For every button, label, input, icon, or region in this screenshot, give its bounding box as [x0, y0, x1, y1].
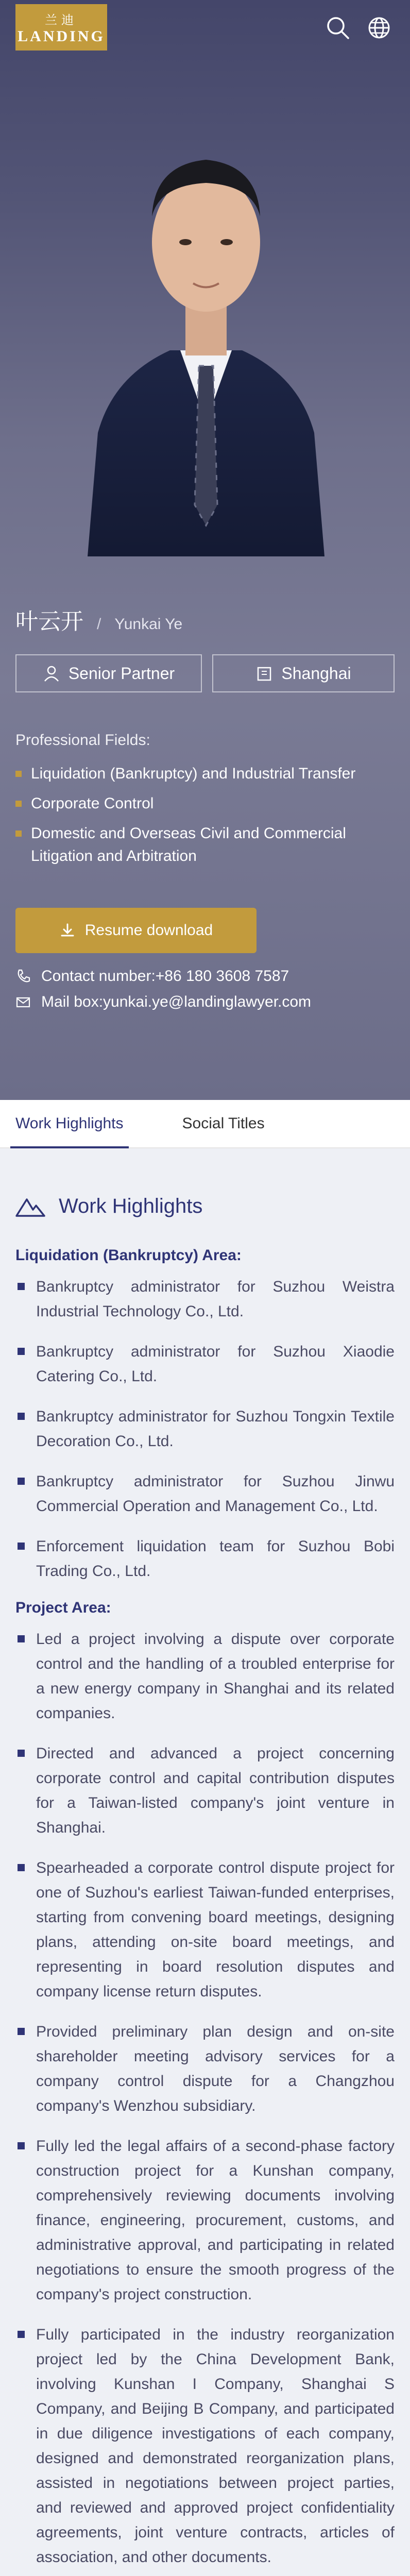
field-item: Liquidation (Bankruptcy) and Industrial Transfer [15, 762, 391, 785]
project-list [15, 1627, 395, 2576]
mail-icon [15, 994, 31, 1010]
name-en: Yunkai Ye [114, 616, 183, 633]
list-item: Fully led the legal affairs of a second-phase factory construction project for a Kunshan company, comprehensively reviewing documents involving finance, engineering, procurement, customs, and administrative approval, and participating in related negotiations to ensure the smooth progress of the company's project construction. [15, 2134, 395, 2307]
tab-social-titles[interactable]: Social Titles [182, 1115, 265, 1132]
work-highlights-title: Work Highlights [59, 1195, 203, 1217]
square-bullet-icon [18, 1478, 25, 1485]
search-icon[interactable] [324, 14, 351, 41]
name-separator: / [97, 616, 101, 633]
person-icon [43, 665, 60, 682]
list-item: Fully participated in the industry reorganization project led by the China Development Bank, involving Kunshan I Company, Shanghai S Company, and Beijing B Company, and participated in due diligence investigations of each company, designed and demonstrated reorganization plans, assisted in negotiations between project parties, and reviewed and approved project confidentiality agreements, joint venture contracts, articles of association, and other documents. [15, 2323, 395, 2570]
fields-title: Professional Fields: [15, 732, 150, 749]
square-bullet-icon [18, 1864, 25, 1871]
logo-cn: 兰迪 [45, 12, 78, 27]
square-bullet-icon [18, 1635, 25, 1642]
title-label: Senior Partner [68, 664, 175, 683]
contact-number[interactable] [15, 968, 289, 985]
professional-fields [15, 762, 391, 875]
list-item: Enforcement liquidation team for Suzhou Bobi Trading Co., Ltd. [15, 1534, 395, 1584]
liquidation-list [15, 1275, 395, 1584]
list-item: Provided preliminary plan design and on-site shareholder meeting advisory services for a company control dispute for a Changzhou company's Wenzhou subsidiary. [15, 2020, 395, 2119]
square-bullet-icon [18, 1348, 25, 1355]
phone-icon [15, 969, 31, 984]
tab-work-highlights[interactable]: Work Highlights [10, 1100, 129, 1147]
resume-download-button[interactable] [15, 908, 257, 953]
work-highlights-heading [15, 1195, 395, 1218]
globe-icon[interactable] [366, 14, 392, 41]
field-item: Corporate Control [15, 792, 391, 815]
list-item: Led a project involving a dispute over corporate control and the handling of a troubled enterprise for a new energy company in Shanghai and its related companies. [15, 1627, 395, 1726]
square-bullet-icon [15, 831, 22, 837]
square-bullet-icon [18, 2142, 25, 2149]
list-item: Bankruptcy administrator for Suzhou Jinwu Commercial Operation and Management Co., Ltd. [15, 1469, 395, 1519]
square-bullet-icon [18, 2028, 25, 2035]
square-bullet-icon [15, 801, 22, 807]
email-text: Mail box:yunkai.ye@landinglawyer.com [41, 993, 312, 1010]
building-icon [255, 665, 273, 682]
location-label: Shanghai [281, 664, 351, 683]
profile-hero [0, 0, 410, 1100]
download-icon [59, 922, 76, 939]
location-badge [212, 654, 395, 692]
list-item: Bankruptcy administrator for Suzhou Xiaodie Catering Co., Ltd. [15, 1340, 395, 1389]
name-row [15, 603, 182, 636]
title-badge [15, 654, 202, 692]
name-cn: 叶云开 [15, 608, 83, 635]
site-logo[interactable] [15, 4, 107, 50]
list-item: Spearheaded a corporate control dispute project for one of Suzhou's earliest Taiwan-funded enterprises, starting from convening board meetings, designing plans, attending on-site board meetings, and representing in board resolution disputes and company license return disputes. [15, 1856, 395, 2004]
profile-content [0, 1148, 410, 2576]
contact-number-text: Contact number:+86 180 3608 7587 [41, 968, 289, 985]
field-item: Domestic and Overseas Civil and Commercial Litigation and Arbitration [15, 822, 391, 868]
square-bullet-icon [18, 1750, 25, 1757]
square-bullet-icon [15, 771, 22, 777]
lawyer-portrait [82, 62, 330, 556]
square-bullet-icon [18, 1413, 25, 1420]
square-bullet-icon [18, 1543, 25, 1550]
top-bar [0, 0, 410, 58]
logo-en: LANDING [18, 27, 105, 45]
email-contact[interactable] [15, 993, 311, 1011]
liquidation-heading: Liquidation (Bankruptcy) Area: [15, 1247, 242, 1264]
list-item: Bankruptcy administrator for Suzhou Weistra Industrial Technology Co., Ltd. [15, 1275, 395, 1324]
mountain-icon [15, 1195, 45, 1218]
resume-label: Resume download [84, 922, 213, 939]
profile-tabs [0, 1100, 410, 1148]
list-item: Directed and advanced a project concerning corporate control and capital contribution disputes for a Taiwan-listed company's joint venture in Shanghai. [15, 1741, 395, 1840]
list-item: Bankruptcy administrator for Suzhou Tongxin Textile Decoration Co., Ltd. [15, 1404, 395, 1454]
square-bullet-icon [18, 1283, 25, 1290]
project-heading: Project Area: [15, 1599, 111, 1616]
square-bullet-icon [18, 2331, 25, 2338]
